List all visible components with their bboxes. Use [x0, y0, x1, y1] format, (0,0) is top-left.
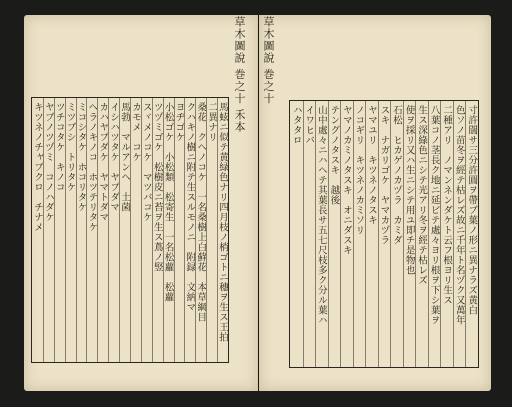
- column-rule: [43, 98, 44, 362]
- text-column: 馬勃 マルアンヘ 土菌: [119, 102, 131, 212]
- right-text-frame: [289, 100, 479, 368]
- column-rule: [353, 101, 354, 367]
- column-rule: [76, 98, 77, 362]
- left-page: [24, 15, 258, 391]
- column-rule: [403, 101, 404, 367]
- right-fore-edge-title: 草木圖說 巻之十: [262, 16, 275, 105]
- text-column: ツチコタケ キノコ: [53, 102, 65, 192]
- column-rule: [315, 101, 316, 367]
- text-column: ノコギリ キツネノカミソリ: [353, 105, 365, 235]
- column-rule: [184, 98, 185, 362]
- column-rule: [152, 98, 153, 362]
- text-column: テングノタスキ 越後: [328, 105, 340, 205]
- column-rule: [328, 101, 329, 367]
- text-column: スキ ナガリゴケ ヤマカヅラ: [378, 105, 390, 245]
- column-rule: [97, 98, 98, 362]
- column-rule: [54, 98, 55, 362]
- column-rule: [428, 101, 429, 367]
- left-fore-edge-title: 草木圖說 巻之十 禾本: [233, 16, 246, 133]
- text-column: ヨヂゴケ: [173, 102, 185, 142]
- column-rule: [440, 101, 441, 367]
- column-rule: [130, 98, 131, 362]
- text-column: キツネノチャブクロ チナメ: [31, 102, 43, 232]
- text-column: ツヅミゴケ 松樹皮ニ苔ヲ生ス蔦ノ竪: [151, 102, 163, 272]
- text-column: カモメ コケ: [129, 102, 141, 162]
- text-column: 生ス深綠色ニシテ光アリ冬ヲ經テ枯レズ: [416, 105, 428, 285]
- text-column: ヤマノカミノタスキ オニダスキ: [340, 105, 352, 255]
- column-rule: [119, 98, 120, 362]
- text-column: ミコシタケ ホコリタケ: [75, 102, 87, 212]
- text-column: ヘラノキノコ ホツテリタケ: [86, 102, 98, 232]
- text-column: イシハツタケ ヤブダマ: [108, 102, 120, 212]
- right-page: [259, 15, 491, 391]
- column-rule: [365, 101, 366, 367]
- column-rule: [195, 98, 196, 362]
- text-column: ミツブシ トリタケ: [64, 102, 76, 192]
- text-column: 小松ゴケ 小松類 松寄生 一名松蘿 松蘿: [162, 102, 174, 302]
- text-column: 八葉コノ茎長ク地ニ延ビテ處々ヨリ根ヲ下シ葉ヲ: [428, 105, 440, 325]
- text-column: 桑花 クヘノコケ 一名桑樹上白蘚花 本草綱目: [195, 102, 207, 322]
- column-rule: [340, 101, 341, 367]
- text-column: ハタタロ: [290, 105, 302, 145]
- text-column: 石松 ヒカゲノカヅラ カミダ: [391, 105, 403, 245]
- text-column: 山中處々ニハヘテ其葉長サ五七尺枝多ク分ル葉ハ: [315, 105, 327, 325]
- text-column: ヤマユリ キツネノタスキ: [365, 105, 377, 225]
- text-column: 二異ナリ: [206, 102, 218, 142]
- column-rule: [390, 101, 391, 367]
- column-rule: [108, 98, 109, 362]
- text-column: クハキノ樹ニ附テ生スルモノニ 附録 文納マ: [184, 102, 196, 312]
- text-column: 寸許闊サ三分許圓ヲ帶ブ葉ノ形ニ異ナラズ黄白: [466, 105, 478, 315]
- column-rule: [453, 101, 454, 367]
- text-column: 二種アリ ノマンネンダケト云フ根ヨリ生ス: [441, 105, 453, 305]
- column-rule: [303, 101, 304, 367]
- text-column: 馬蚿ニ似テ黄緑色ナリ四月枝ノ梢ゴトニ穗ヲ生ス王拍: [217, 102, 229, 342]
- text-column: ヤブノツヅミ コノハダケ: [42, 102, 54, 222]
- text-column: 色ソノ苗冬ヲ經テ枯レズ故ニ千年ト名ヅク又萬年: [453, 105, 465, 325]
- column-rule: [174, 98, 175, 362]
- column-rule: [141, 98, 142, 362]
- text-column: カハヤブダケ ヤマトダマ: [97, 102, 109, 222]
- column-rule: [378, 101, 379, 367]
- left-text-frame: [31, 97, 229, 363]
- column-rule: [65, 98, 66, 362]
- column-rule: [86, 98, 87, 362]
- text-column: イワヒバ: [303, 105, 315, 145]
- column-rule: [163, 98, 164, 362]
- column-rule: [217, 98, 218, 362]
- text-column: スヾメノコケ マツバコケ: [140, 102, 152, 222]
- text-column: 使ヲ採リ又ハ生ニシテ用ユ即チ是物也: [403, 105, 415, 275]
- column-rule: [206, 98, 207, 362]
- column-rule: [415, 101, 416, 367]
- column-rule: [465, 101, 466, 367]
